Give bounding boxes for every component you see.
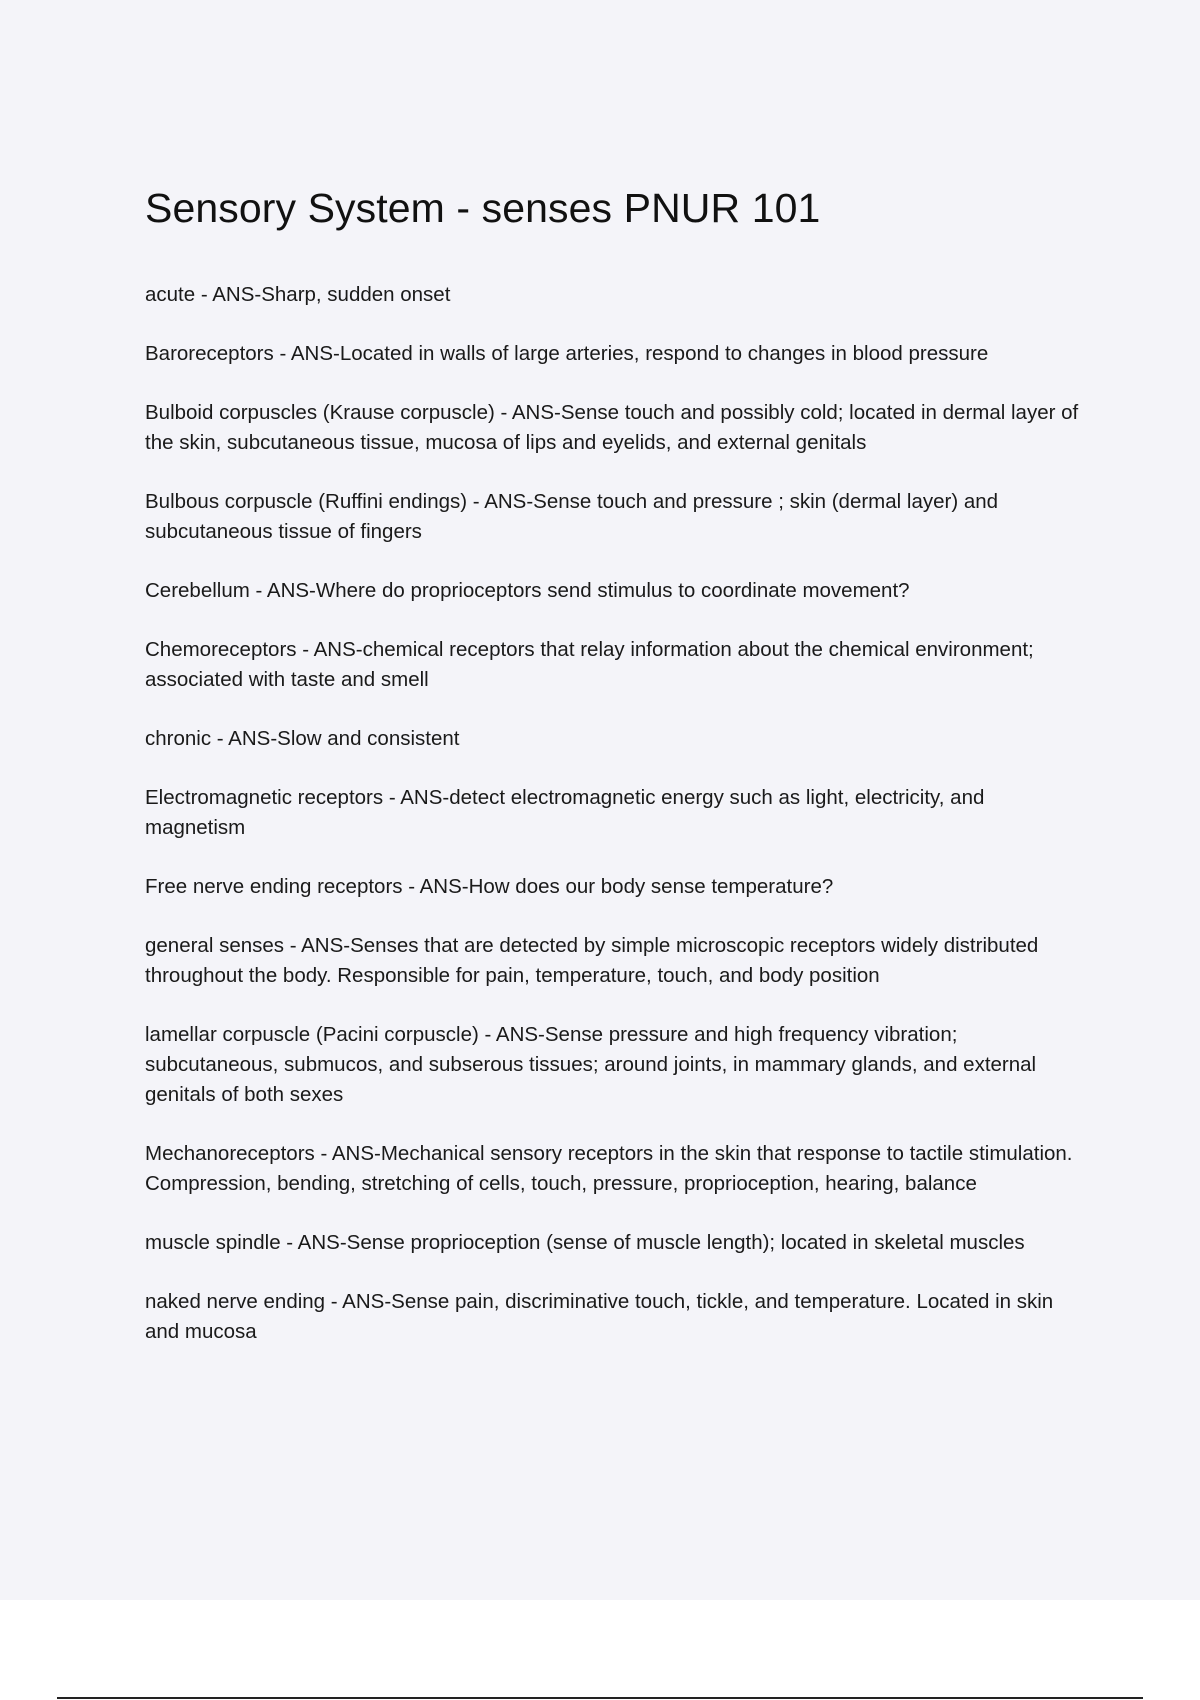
flashcard-entry: Free nerve ending receptors - ANS-How does our body sense temperature? — [145, 875, 834, 898]
flashcard-entry: Bulboid corpuscles (Krause corpuscle) - ANS-Sense touch and possibly cold; located in dermal layer of the skin, subcutaneous tissue, mucosa of lips and eyelids, and external genitals — [145, 401, 1079, 454]
flashcard-entry: general senses - ANS-Senses that are detected by simple microscopic receptors widely distributed throughout the body. Responsible for pain, temperature, touch, and body position — [145, 934, 1039, 987]
flashcard-entry: acute - ANS-Sharp, sudden onset — [145, 283, 451, 306]
flashcard-entry: Mechanoreceptors - ANS-Mechanical sensory receptors in the skin that response to tactile stimulation. Compression, bending, stretching of cells, touch, pressure, proprioception, hearing, balance — [145, 1142, 1073, 1195]
flashcard-entry: naked nerve ending - ANS-Sense pain, discriminative touch, tickle, and temperature. Located in skin and mucosa — [145, 1290, 1054, 1343]
flashcard-entry: lamellar corpuscle (Pacini corpuscle) - ANS-Sense pressure and high frequency vibration; subcutaneous, submucos, and subserous tissues; around joints, in mammary glands, and external genitals of both sexes — [145, 1023, 1037, 1106]
document-content — [145, 180, 1090, 1376]
flashcard-entry: Bulbous corpuscle (Ruffini endings) - ANS-Sense touch and pressure ; skin (dermal layer) and subcutaneous tissue of fingers — [145, 490, 999, 543]
flashcard-entry: muscle spindle - ANS-Sense proprioception (sense of muscle length); located in skeletal muscles — [145, 1231, 1025, 1254]
document-title: Sensory System - senses PNUR 101 — [145, 185, 821, 231]
footer-divider — [57, 1697, 1143, 1699]
flashcard-entry: Electromagnetic receptors - ANS-detect electromagnetic energy such as light, electricity, and magnetism — [145, 786, 985, 839]
flashcard-entry: Cerebellum - ANS-Where do proprioceptors send stimulus to coordinate movement? — [145, 579, 910, 602]
flashcard-entry: Chemoreceptors - ANS-chemical receptors that relay information about the chemical environment; associated with taste and smell — [145, 638, 1034, 691]
flashcard-list — [145, 280, 1090, 1347]
flashcard-entry: chronic - ANS-Slow and consistent — [145, 727, 460, 750]
flashcard-entry: Baroreceptors - ANS-Located in walls of large arteries, respond to changes in blood pressure — [145, 342, 989, 365]
